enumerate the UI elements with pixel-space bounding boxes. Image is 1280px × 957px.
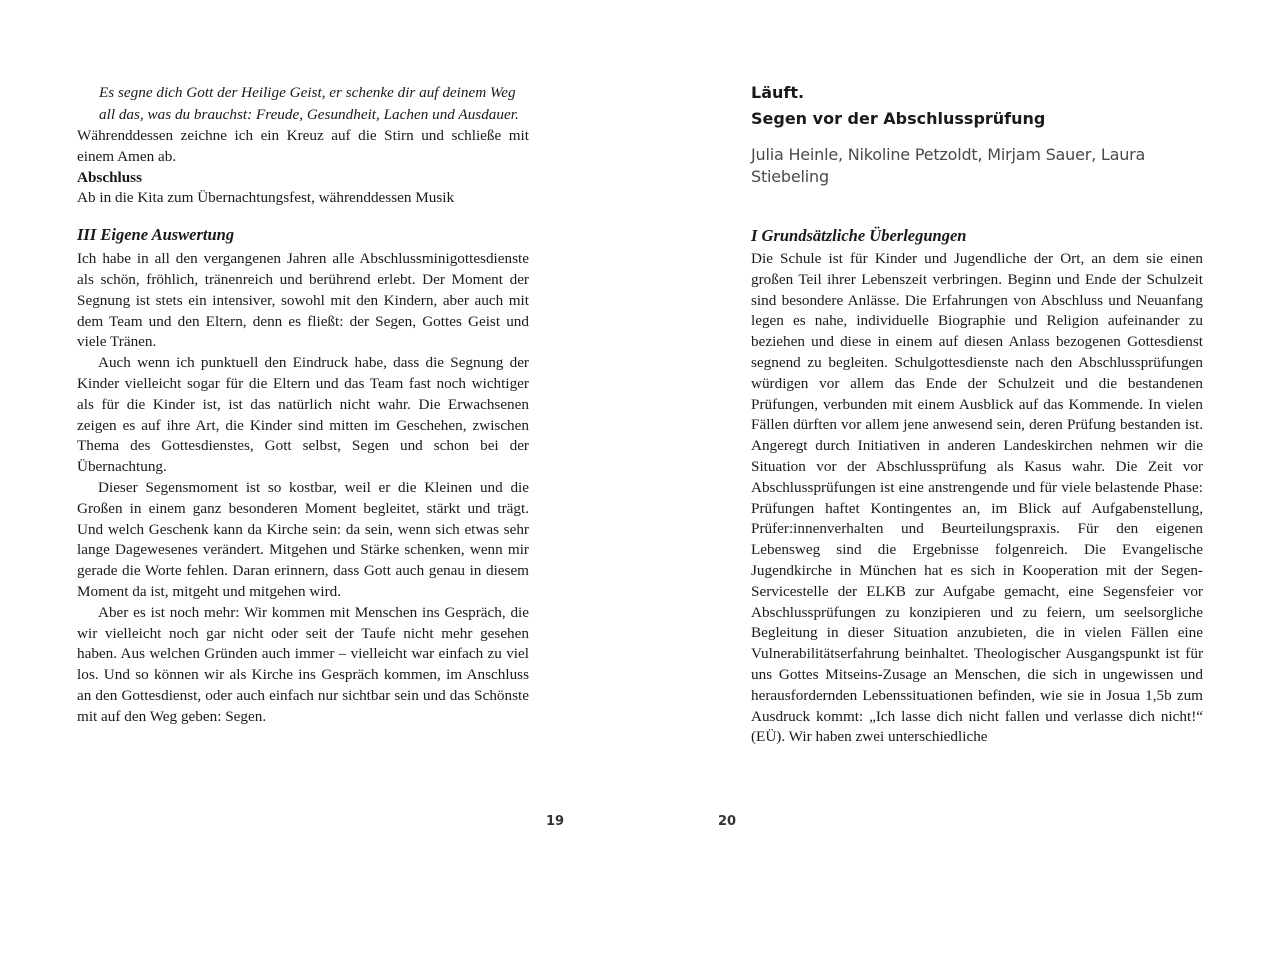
section-heading-grundsaetzliche-ueberlegungen: I Grundsätzliche Überlegungen [751,226,967,245]
after-blessing-text: Währenddessen zeichne ich ein Kreuz auf die Stirn und schließe mit einem Amen ab. [77,127,529,165]
page-number: 20 [718,814,737,829]
abschluss-label: Abschluss [77,168,142,186]
body-paragraph: Die Schule ist für Kinder und Jugendliche der Ort, an dem sie einen großen Teil ihrer Lebenszeit verbringen. Beginn und Ende der Schulzeit sind besondere Anlässe. Die Erfahrungen von Abschluss und Neuanfang legen es nahe, individuelle Biographie und Religion aufeinander zu beziehen und diese in einem auf diesen Anlass bezogenen Gottesdienst segnend zu begleiten. Schulgottesdienste nach den Abschlussprüfungen würdigen vor allem das Ende der Schulzeit und die bestandenen Prüfungen, verbunden mit einem Ausblick auf das Kommende. In vielen Fällen dürften vor allem jene anwesend sein, deren Prüfung bestanden ist. Angeregt durch Initiativen in anderen Landeskirchen nehmen wir die Situation vor der Abschlussprüfung als Kasus wahr. Die Zeit vor Abschlussprüfungen ist eine anstrengende und für viele belastende Phase: Prüfungen haftet Kontingentes an, im Blick auf Aufgabenstellung, Prüfer:innenverhalten und Beurteilungspraxis. Für den eigenen Lebensweg sind die Ergebnisse folgenreich. Die Evangelische Jugendkirche in München hat es sich in Kooperation mit der Segen-Servicestelle der ELKB zur Aufgabe gemacht, eine Segensfeier vor Abschlussprüfungen zu konzipieren und zu feiern, um seelsorgliche Begleitung in dieser Situation anzubieten, die in vielen Fällen eine Vulnerabilitätserfahrung beinhaltet. Theologischer Ausgangspunkt ist für uns Gottes Mitseins-Zusage an Menschen, die sich in ungewissen und herausfordernden Lebenssituationen befinden, wie sie in Josua 1,5b zum Ausdruck kommt: „Ich lasse dich nicht fallen und verlasse dich nicht!“ (EÜ). Wir haben zwei unterschiedliche [751,250,1203,746]
chapter-title-line-2: Segen vor der Abschlussprüfung [751,109,1046,128]
abschluss-text: Ab in die Kita zum Übernachtungsfest, währenddessen Musik [77,189,455,207]
left-text-column [77,82,529,728]
right-page [640,0,1280,957]
paragraph: Ich habe in all den vergangenen Jahren alle Abschlussminigottesdienste als schön, fröhlich, tränenreich und berührend erlebt. Der Moment der Segnung ist stets ein intensiver, sowohl mit den Kindern, aber auch mit dem Team und den Eltern, denn es fließt: der Segen, Gottes Geist und viele Tränen. [77,250,529,351]
authors-line: Julia Heinle, Nikoline Petzoldt, Mirjam Sauer, Laura Stiebeling [751,145,1146,186]
paragraph: Dieser Segensmoment ist so kostbar, weil er die Kleinen und die Großen in einem ganz besonderen Moment begleitet, stärkt und trägt. Und welch Geschenk kann da Kirche sein: da sein, wenn sich etwas sehr lange Dagewesenes verändert. Mitgehen und Stärke schenken, wenn mir gerade die Worte fehlen. Daran erinnern, dass Gott auch genau in diesem Moment da ist, mitgeht und mitgehen wird. [77,478,529,600]
paragraph: Auch wenn ich punktuell den Eindruck habe, dass die Segnung der Kinder vielleicht sogar für die Eltern und das Team fast noch wichtiger als für die Kinder ist, ist das natürlich nicht wahr. Die Erwachsenen zeigen es auf ihre Art, die Kinder sind mitten im Geschehen, zwischen Thema des Gottesdienstes, Gott selbst, Segen und schon bei der Übernachtung. [77,354,529,476]
blessing-quote: Es segne dich Gott der Heilige Geist, er schenke dir auf deinem Weg all das, was du brauchst: Freude, Gesundheit, Lachen und Ausdauer. [99,84,519,123]
page-number: 19 [546,814,565,829]
section-heading-eigene-auswertung: III Eigene Auswertung [77,225,235,245]
chapter-title-line-1: Läuft. [751,83,805,102]
paragraph: Aber es ist noch mehr: Wir kommen mit Menschen ins Gespräch, die wir vielleicht noch gar nicht oder seit der Taufe nicht mehr gesehen haben. Aus welchen Gründen auch immer – vielleicht war einfach zu viel los. Und so können wir als Kirche ins Gespräch kommen, im Anschluss an den Gottesdienst, oder auch einfach nur sichtbar sein und das Schönste mit auf den Weg geben: Segen. [77,603,529,725]
right-text-column [751,80,1203,748]
